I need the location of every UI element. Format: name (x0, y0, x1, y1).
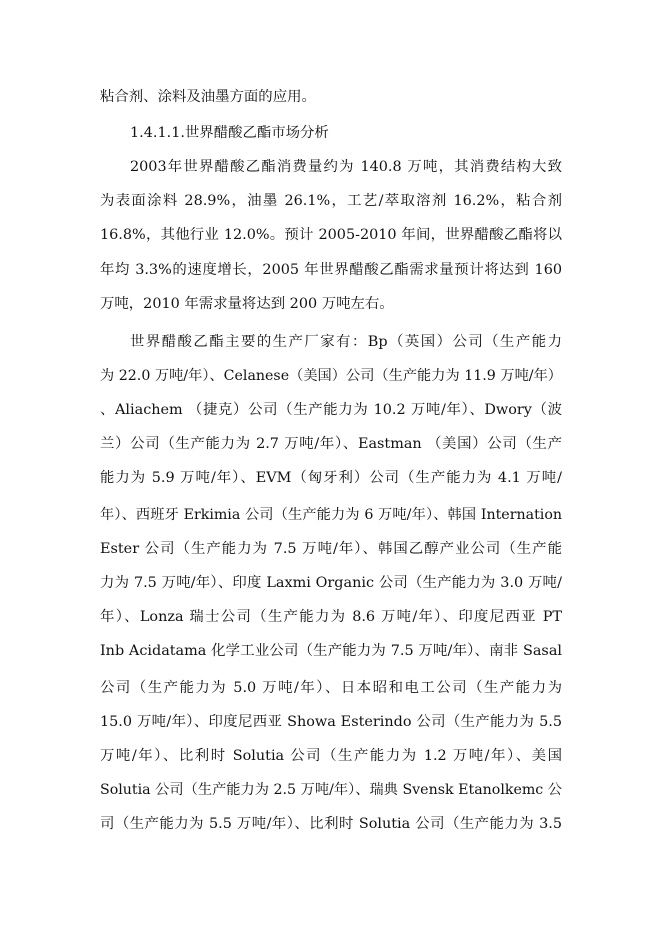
paragraph-line: 公司（生产能力为 5.0 万吨/年）、日本昭和电工公司（生产能力为 (100, 680, 562, 696)
paragraph-line: 为 22.0 万吨/年）、Celanese（美国）公司（生产能力为 11.9 万吨/年） (100, 368, 562, 384)
paragraph-line: 16.8%，其他行业 12.0%。预计 2005-2010 年间，世界醋酸乙酯将以 (100, 227, 562, 243)
paragraph-line: 能力为 5.9 万吨/年）、EVM（匈牙利）公司（生产能力为 4.1 万吨/ (100, 470, 562, 486)
paragraph-line: Solutia 公司（生产能力为 2.5 万吨/年）、瑞典 Svensk Etanolkemc 公 (100, 782, 562, 798)
paragraph-line: 年）、Lonza 瑞士公司（生产能力为 8.6 万吨/年）、印度尼西亚 PT (100, 609, 562, 625)
paragraph-line: Inb Acidatama 化学工业公司（生产能力为 7.5 万吨/年）、南非 Sasal (100, 643, 562, 659)
paragraph-line: 年均 3.3%的速度增长，2005 年世界醋酸乙酯需求量预计将达到 160 (100, 262, 562, 278)
section-heading: 1.4.1.1.世界醋酸乙酯市场分析 (130, 125, 329, 141)
paragraph-line: 万吨/年）、比利时 Solutia 公司（生产能力为 1.2 万吨/年）、美国 (100, 748, 562, 764)
paragraph-line: 万吨，2010 年需求量将达到 200 万吨左右。 (100, 296, 394, 312)
text-line: 粘合剂、涂料及油墨方面的应用。 (100, 89, 316, 105)
paragraph-line: 兰）公司（生产能力为 2.7 万吨/年）、Eastman （美国）公司（生产 (100, 436, 562, 452)
paragraph-line: 年）、西班牙 Erkimia 公司（生产能力为 6 万吨/年）、韩国 Internation (100, 507, 562, 523)
paragraph-line: 力为 7.5 万吨/年）、印度 Laxmi Organic 公司（生产能力为 3.0 万吨/ (100, 575, 562, 591)
paragraph-line: 为表面涂料 28.9%，油墨 26.1%，工艺/萃取溶剂 16.2%，粘合剂 (100, 193, 562, 209)
paragraph-line: 15.0 万吨/年）、印度尼西亚 Showa Esterindo 公司（生产能力为 5.5 (100, 714, 562, 730)
paragraph-line: 司（生产能力为 5.5 万吨/年）、比利时 Solutia 公司（生产能力为 3.5 (100, 816, 562, 832)
paragraph-line: 2003年世界醋酸乙酯消费量约为 140.8 万吨，其消费结构大致 (130, 159, 562, 175)
paragraph-line: 、Aliachem （捷克）公司（生产能力为 10.2 万吨/年）、Dwory（波 (100, 402, 562, 418)
paragraph-line: Ester 公司（生产能力为 7.5 万吨/年）、韩国乙醇产业公司（生产能 (100, 541, 562, 557)
paragraph-line: 世界醋酸乙酯主要的生产厂家有：Bp（英国）公司（生产能力 (130, 334, 562, 350)
